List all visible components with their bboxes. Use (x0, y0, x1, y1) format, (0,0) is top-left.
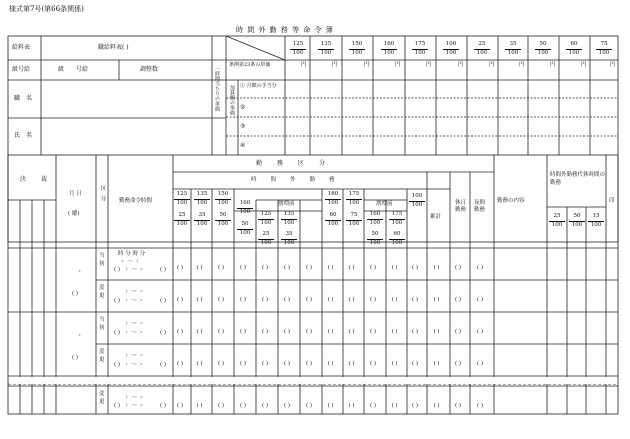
page-title: 時 間 外 勤 務 等 命 令 簿 (236, 26, 334, 34)
row-value-placeholder: ( ) (412, 361, 419, 367)
rate-fraction: $\frac{160}{100}$ (325, 192, 341, 206)
rate-fraction: $\frac{135}{100}$ (194, 192, 210, 206)
row-value-placeholder: ( ) (218, 403, 225, 409)
row-value-placeholder: ( ) (391, 265, 398, 271)
comp-leave-fraction: $\frac{50}{100}$ (569, 214, 585, 228)
row-value-placeholder: ( ) (370, 361, 377, 367)
row-value-placeholder: ( ) (348, 403, 355, 409)
allowance-fraction: $\frac{35}{100}$ (194, 213, 210, 227)
allowance-fraction: $\frac{50}{100}$ (237, 222, 253, 236)
item-3-label: ③ (240, 123, 246, 130)
grade-label: 級号給 (12, 66, 31, 73)
total-label: 累計 (430, 214, 442, 220)
row-value-placeholder: ( ) (306, 361, 313, 367)
work-content-label: 勤務の内容 (497, 198, 525, 204)
yen-mark: 円 (426, 62, 432, 68)
yen-mark: 円 (550, 62, 556, 68)
row-value-placeholder: ( ) (284, 403, 291, 409)
row-value-placeholder: ( ) (240, 329, 247, 335)
row-initial-label: 当初 (99, 317, 105, 332)
time-range: ( ) (160, 298, 167, 304)
rate-fraction: $\frac{175}{100}$ (346, 192, 362, 206)
row-value-placeholder: ( ) (240, 361, 247, 367)
salary-table-label: 給料表 (12, 44, 31, 51)
row-value-placeholder: ( ) (433, 265, 440, 271)
row-value-placeholder: ( ) (262, 403, 269, 409)
yen-mark: 円 (364, 62, 370, 68)
row-value-placeholder: ( ) (218, 361, 225, 367)
row-value-placeholder: ( ) (477, 403, 484, 409)
time-range: ・ ～ ・ (124, 395, 144, 401)
division-label: 区分 (99, 185, 106, 206)
yen-mark: 円 (519, 62, 525, 68)
row-value-placeholder: ( ) (455, 265, 462, 271)
row-value-placeholder: ( ) (391, 297, 398, 303)
row-value-placeholder: ( ) (348, 361, 355, 367)
row-value-placeholder: ( ) (412, 265, 419, 271)
time-range: ・ ～ ・ (124, 353, 144, 359)
time-range: ( ) (160, 403, 167, 409)
overtime-label: 時 間 外 勤 務 (251, 177, 336, 183)
time-range: ( ) (114, 298, 121, 304)
row-value-placeholder: ( ) (477, 361, 484, 367)
row-change-label: 変更 (99, 285, 105, 300)
row-value-placeholder: ( ) (218, 329, 225, 335)
grade-value: 級 号給 (58, 66, 89, 73)
row-value-placeholder: ( ) (327, 329, 334, 335)
yen-mark: 円 (395, 62, 401, 68)
yen-mark: 円 (301, 62, 307, 68)
comp-leave-label: 時間外勤務代休時間の勤務 (550, 172, 606, 187)
time-range: ・ ～ ・ (124, 403, 144, 409)
row-value-placeholder: ( ) (348, 265, 355, 271)
comp-leave-fraction: $\frac{25}{100}$ (549, 214, 565, 228)
allowance-fraction: $\frac{35}{100}$ (281, 232, 297, 246)
order-time-label: 勤務命令時間 (119, 198, 153, 204)
rate-fraction: $\frac{60}{100}$ (566, 42, 582, 56)
item-2-label: ② (240, 104, 246, 111)
row-value-placeholder: ( ) (348, 297, 355, 303)
row-value-placeholder: ( ) (348, 329, 355, 335)
row-change-label: 変更 (99, 349, 105, 364)
rate-fraction: $\frac{175}{100}$ (412, 42, 428, 56)
time-range: ・ ～ ・ (124, 330, 144, 336)
row-value-placeholder: ( ) (455, 329, 462, 335)
row-value-placeholder: ( ) (177, 265, 184, 271)
row-value-placeholder: ( ) (370, 297, 377, 303)
time-range: ( ) (114, 330, 121, 336)
row-change-label: 変更 (99, 391, 105, 406)
yen-mark: 円 (610, 62, 616, 68)
time-range: ( ) (114, 403, 121, 409)
yen-mark: 円 (458, 62, 464, 68)
salary-table-value: 職給料表( ) (98, 44, 129, 51)
allowance-fraction: $\frac{50}{100}$ (367, 232, 383, 246)
article-rate-label: 条例第23条の単価 (229, 62, 271, 68)
row-value-placeholder: ( ) (218, 265, 225, 271)
comp-leave-fraction: $\frac{15}{100}$ (588, 214, 604, 228)
row-value-placeholder: ( ) (306, 329, 313, 335)
row-value-placeholder: ( ) (262, 329, 269, 335)
rate-fraction: $\frac{160}{100}$ (381, 42, 397, 56)
rate-fraction: $\frac{160}{100}$ (237, 201, 253, 215)
time-range: ( ) (160, 330, 167, 336)
row-value-placeholder: ( ) (455, 403, 462, 409)
hourly-rate-label: 一時間当たりの単価 (214, 66, 220, 111)
time-range: ( ) (160, 267, 167, 273)
row-value-placeholder: ( ) (433, 297, 440, 303)
row-value-placeholder: ( ) (196, 361, 203, 367)
allowance-fraction: $\frac{60}{100}$ (389, 232, 405, 246)
row-value-placeholder: ( ) (412, 403, 419, 409)
row-value-placeholder: ( ) (196, 329, 203, 335)
row-value-placeholder: ( ) (370, 265, 377, 271)
row-value-placeholder: ( ) (433, 361, 440, 367)
night-label: 夜間勤務 (474, 200, 486, 213)
time-range: ( ) (114, 267, 121, 273)
date-dot: ・ (77, 333, 83, 339)
row-value-placeholder: ( ) (177, 403, 184, 409)
row-value-placeholder: ( ) (262, 297, 269, 303)
yen-mark: 円 (489, 62, 495, 68)
time-range: ・ ～ ・ (124, 289, 144, 295)
row-value-placeholder: ( ) (240, 265, 247, 271)
allowance-fraction: $\frac{25}{100}$ (258, 232, 274, 246)
seal-label: 印 (609, 198, 615, 204)
row-value-placeholder: ( ) (240, 403, 247, 409)
raise-label: 割増前 (278, 201, 295, 207)
row-value-placeholder: ( ) (391, 329, 398, 335)
row-value-placeholder: ( ) (327, 265, 334, 271)
rate-fraction: $\frac{100}{100}$ (443, 42, 459, 56)
time-range: ・ ～ ・ (124, 321, 144, 327)
row-value-placeholder: ( ) (218, 297, 225, 303)
rate-fraction: $\frac{35}{100}$ (505, 42, 521, 56)
row-value-placeholder: ( ) (455, 297, 462, 303)
rate-fraction: $\frac{75}{100}$ (596, 42, 612, 56)
row-value-placeholder: ( ) (433, 329, 440, 335)
time-range: ・ ～ ・ (124, 362, 144, 368)
row-value-placeholder: ( ) (477, 297, 484, 303)
row-value-placeholder: ( ) (327, 297, 334, 303)
rate-fraction: $\frac{125}{100}$ (258, 212, 274, 226)
row-value-placeholder: ( ) (177, 297, 184, 303)
row-value-placeholder: ( ) (306, 297, 313, 303)
rate-fraction: $\frac{175}{100}$ (389, 212, 405, 226)
approval-label: 決 裁 (20, 176, 49, 183)
row-value-placeholder: ( ) (284, 297, 291, 303)
rate-fraction: $\frac{25}{100}$ (474, 42, 490, 56)
row-value-placeholder: ( ) (391, 361, 398, 367)
row-value-placeholder: ( ) (477, 329, 484, 335)
yen-mark: 円 (581, 62, 587, 68)
time-range: ・ ～ ・ (124, 298, 144, 304)
allowance-label: 加算額の単価 (229, 85, 235, 115)
row-initial-label: 当初 (99, 253, 105, 268)
allowance-fraction: $\frac{60}{100}$ (325, 213, 341, 227)
yen-mark: 円 (332, 62, 338, 68)
rate-fraction: $\frac{135}{100}$ (281, 212, 297, 226)
rate-fraction: $\frac{150}{100}$ (349, 42, 365, 56)
time-header: 時 分 時 分 (118, 251, 146, 257)
date-label: 月 日 (69, 191, 82, 197)
weekday-label: ( 曜) (68, 211, 80, 217)
weekday-paren: ( ) (72, 291, 79, 297)
time-range: ・ ～ ・ (124, 267, 144, 273)
row-value-placeholder: ( ) (477, 265, 484, 271)
row-value-placeholder: ( ) (262, 265, 269, 271)
time-range: ( ) (114, 362, 121, 368)
name-label: 氏 名 (14, 132, 33, 139)
form-number: 様式第7号(第66条関係) (9, 5, 84, 13)
row-value-placeholder: ( ) (412, 297, 419, 303)
rate-fraction: $\frac{125}{100}$ (290, 42, 306, 56)
row-value-placeholder: ( ) (196, 403, 203, 409)
row-value-placeholder: ( ) (306, 265, 313, 271)
row-value-placeholder: ( ) (196, 297, 203, 303)
allowance-fraction: $\frac{75}{100}$ (346, 213, 362, 227)
row-value-placeholder: ( ) (196, 265, 203, 271)
holiday-label: 休日勤務 (455, 200, 467, 213)
rate-fraction: $\frac{160}{100}$ (367, 212, 383, 226)
row-value-placeholder: ( ) (433, 403, 440, 409)
item-1-label: ① 月額の手当分 (240, 83, 277, 89)
date-dot: ・ (77, 269, 83, 275)
row-value-placeholder: ( ) (370, 403, 377, 409)
allowance-fraction: $\frac{50}{100}$ (215, 213, 231, 227)
allowance-fraction: $\frac{25}{100}$ (174, 213, 190, 227)
row-value-placeholder: ( ) (177, 361, 184, 367)
rate-fraction: $\frac{135}{100}$ (318, 42, 334, 56)
row-value-placeholder: ( ) (327, 403, 334, 409)
rate-fraction: $\frac{125}{100}$ (174, 192, 190, 206)
weekday-paren: ( ) (72, 355, 79, 361)
rate-fraction: $\frac{50}{100}$ (535, 42, 551, 56)
row-value-placeholder: ( ) (284, 265, 291, 271)
row-value-placeholder: ( ) (284, 329, 291, 335)
row-value-placeholder: ( ) (284, 361, 291, 367)
row-value-placeholder: ( ) (240, 297, 247, 303)
row-value-placeholder: ( ) (177, 329, 184, 335)
item-4-label: ④ (240, 142, 246, 149)
adjustment-label: 調整数 (140, 66, 159, 73)
position-label: 職 名 (14, 95, 33, 102)
row-value-placeholder: ( ) (412, 329, 419, 335)
row-value-placeholder: ( ) (455, 361, 462, 367)
rate-fraction: $\frac{150}{100}$ (215, 192, 231, 206)
row-value-placeholder: ( ) (370, 329, 377, 335)
raise-label: 割増前 (376, 201, 393, 207)
row-value-placeholder: ( ) (391, 403, 398, 409)
row-value-placeholder: ( ) (327, 361, 334, 367)
time-range: ・ ～ ・ (120, 259, 140, 265)
row-value-placeholder: ( ) (306, 403, 313, 409)
row-value-placeholder: ( ) (262, 361, 269, 367)
work-division-label: 勤 務 区 分 (256, 160, 327, 167)
time-range: ( ) (160, 362, 167, 368)
rate-fraction: $\frac{100}{100}$ (409, 194, 425, 208)
